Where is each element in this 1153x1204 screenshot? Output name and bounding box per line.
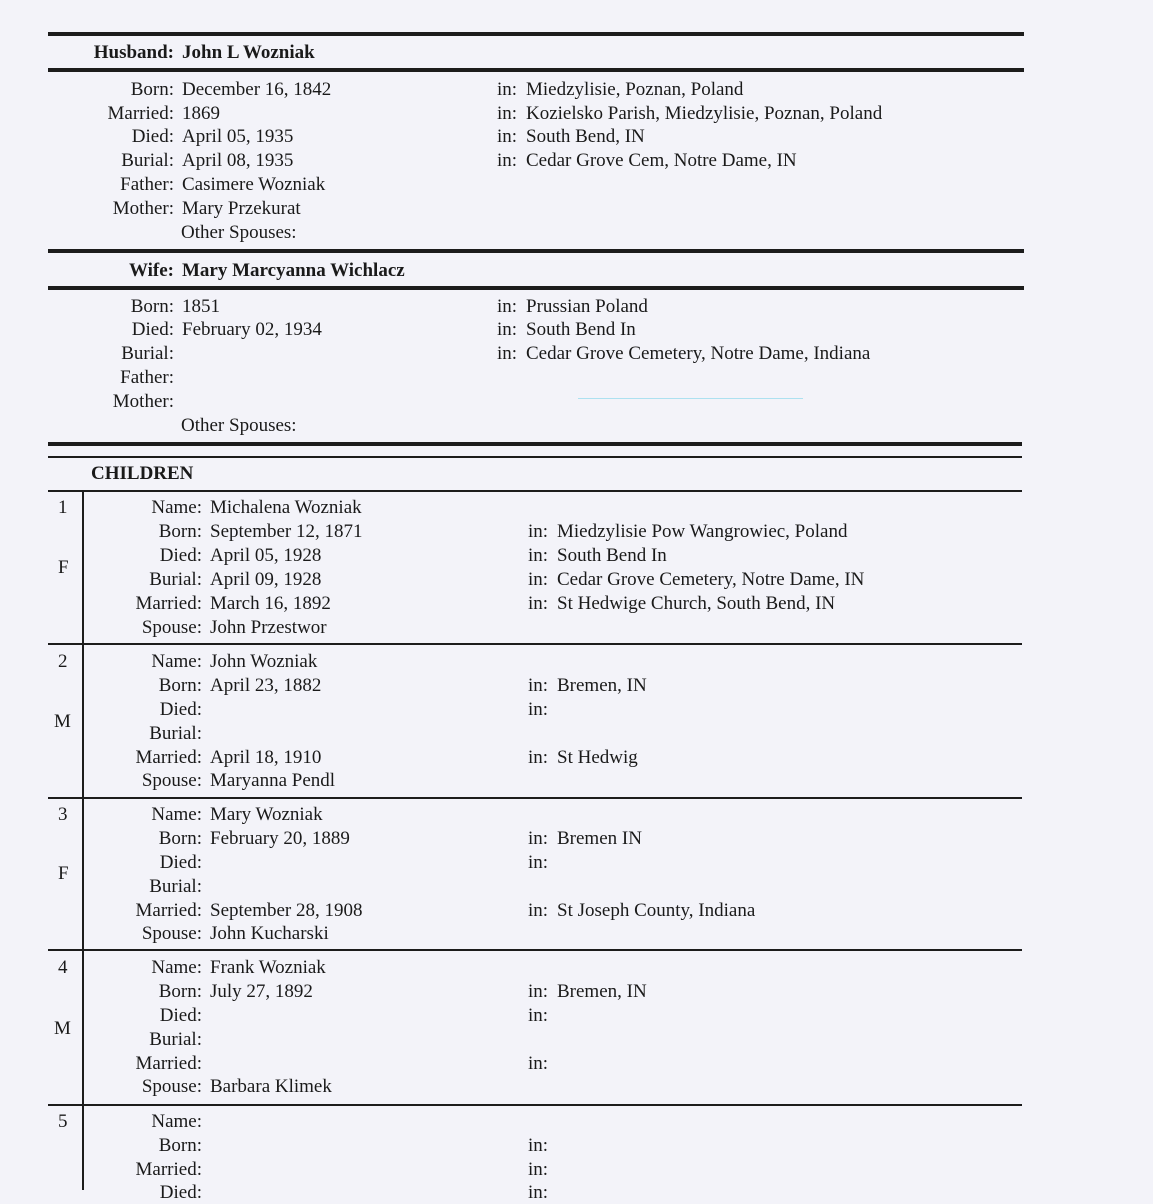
field-value: April 08, 1935 (182, 150, 294, 171)
section-rule (48, 68, 1024, 72)
in-label: in: (497, 79, 518, 100)
scan-mark (578, 398, 803, 399)
field-label: Name: (151, 804, 202, 825)
field-value: April 05, 1935 (182, 126, 294, 147)
husband-title-label: Husband: (93, 42, 174, 63)
field-label: Born: (130, 296, 174, 317)
field-label: Burial: (149, 723, 202, 744)
field-value: John Kucharski (210, 923, 329, 944)
field-value: February 20, 1889 (210, 828, 350, 849)
field-label: Mother: (112, 391, 174, 412)
field-label: Married: (135, 747, 202, 768)
field-label: Died: (159, 852, 202, 873)
field-label: Name: (151, 651, 202, 672)
field-label: Father: (120, 367, 174, 388)
child-sex: M (54, 1018, 71, 1039)
field-label: Married: (135, 1053, 202, 1074)
field-label: Born: (158, 828, 202, 849)
in-label: in: (528, 900, 549, 921)
child-separator (48, 643, 1022, 645)
section-rule (48, 442, 1022, 446)
field-value: Casimere Wozniak (182, 174, 326, 195)
field-label: Burial: (121, 343, 174, 364)
place-value: Bremen, IN (557, 675, 647, 696)
field-label: Died: (131, 126, 174, 147)
child-sex: M (54, 711, 71, 732)
field-label: Married: (107, 103, 174, 124)
field-value: John Przestwor (210, 617, 327, 638)
place-value: Cedar Grove Cem, Notre Dame, IN (526, 150, 797, 171)
place-value: Bremen IN (557, 828, 642, 849)
child-number: 1 (58, 497, 68, 518)
husband-name: John L Wozniak (182, 42, 315, 63)
field-label: Burial: (149, 1029, 202, 1050)
child-number: 3 (58, 804, 68, 825)
in-label: in: (528, 828, 549, 849)
place-value: Miedzylisie, Poznan, Poland (526, 79, 744, 100)
child-number: 4 (58, 957, 68, 978)
in-label: in: (528, 593, 549, 614)
place-value: Prussian Poland (526, 296, 648, 317)
child-sex: F (58, 863, 69, 884)
field-label: Burial: (149, 569, 202, 590)
place-value: South Bend, IN (526, 126, 645, 147)
place-value: Kozielsko Parish, Miedzylisie, Poznan, Poland (526, 103, 883, 124)
field-value: Barbara Klimek (210, 1076, 332, 1097)
in-label: in: (528, 747, 549, 768)
field-label: Died: (159, 1182, 202, 1203)
field-value: March 16, 1892 (210, 593, 331, 614)
field-label: Died: (131, 319, 174, 340)
field-value: April 05, 1928 (210, 545, 322, 566)
section-rule (48, 286, 1024, 290)
field-value: Michalena Wozniak (210, 497, 362, 518)
in-label: in: (528, 545, 549, 566)
in-label: in: (528, 1053, 549, 1074)
in-label: in: (497, 319, 518, 340)
place-value: St Hedwig (557, 747, 638, 768)
place-value: South Bend In (526, 319, 636, 340)
field-label: Married: (135, 1159, 202, 1180)
field-value: 1869 (182, 103, 220, 124)
field-value: Frank Wozniak (210, 957, 326, 978)
field-label: Spouse: (141, 923, 202, 944)
field-label: Spouse: (141, 617, 202, 638)
in-label: in: (497, 296, 518, 317)
field-value: Mary Wozniak (210, 804, 323, 825)
place-value: Bremen, IN (557, 981, 647, 1002)
field-value: April 18, 1910 (210, 747, 322, 768)
field-value: John Wozniak (210, 651, 318, 672)
in-label: in: (497, 126, 518, 147)
section-rule (48, 249, 1024, 253)
in-label: in: (528, 1159, 549, 1180)
field-value: April 09, 1928 (210, 569, 322, 590)
in-label: in: (528, 675, 549, 696)
field-label: Born: (130, 79, 174, 100)
section-rule (48, 32, 1024, 36)
field-label: Name: (151, 1111, 202, 1132)
field-value: 1851 (182, 296, 220, 317)
in-label: in: (528, 1135, 549, 1156)
field-label: Died: (159, 545, 202, 566)
field-label: Born: (158, 521, 202, 542)
field-label: Died: (159, 1005, 202, 1026)
field-value: Mary Przekurat (182, 198, 301, 219)
child-separator (48, 1104, 1022, 1106)
place-value: Cedar Grove Cemetery, Notre Dame, Indiana (526, 343, 871, 364)
wife-other-spouses-label: Other Spouses: (181, 415, 297, 436)
field-label: Died: (159, 699, 202, 720)
field-label: Spouse: (141, 1076, 202, 1097)
field-label: Married: (135, 593, 202, 614)
in-label: in: (528, 981, 549, 1002)
field-label: Father: (120, 174, 174, 195)
field-label: Born: (158, 1135, 202, 1156)
child-number: 2 (58, 651, 68, 672)
child-sex: F (58, 557, 69, 578)
field-label: Name: (151, 497, 202, 518)
husband-other-spouses-label: Other Spouses: (181, 222, 297, 243)
in-label: in: (528, 569, 549, 590)
place-value: South Bend In (557, 545, 667, 566)
children-heading: CHILDREN (91, 463, 194, 484)
in-label: in: (528, 1005, 549, 1026)
field-value: September 28, 1908 (210, 900, 363, 921)
child-number: 5 (58, 1111, 68, 1132)
in-label: in: (528, 699, 549, 720)
field-value: April 23, 1882 (210, 675, 322, 696)
field-label: Name: (151, 957, 202, 978)
field-value: December 16, 1842 (182, 79, 332, 100)
place-value: St Hedwige Church, South Bend, IN (557, 593, 836, 614)
field-label: Born: (158, 675, 202, 696)
field-label: Spouse: (141, 770, 202, 791)
in-label: in: (528, 1182, 549, 1203)
in-label: in: (497, 103, 518, 124)
child-separator (48, 949, 1022, 951)
place-value: Miedzylisie Pow Wangrowiec, Poland (557, 521, 848, 542)
field-value: September 12, 1871 (210, 521, 363, 542)
field-label: Mother: (112, 198, 174, 219)
field-value: July 27, 1892 (210, 981, 313, 1002)
wife-name: Mary Marcyanna Wichlacz (182, 260, 405, 281)
field-value: February 02, 1934 (182, 319, 322, 340)
field-label: Born: (158, 981, 202, 1002)
section-rule (48, 490, 1022, 492)
field-label: Married: (135, 900, 202, 921)
in-label: in: (528, 852, 549, 873)
in-label: in: (528, 521, 549, 542)
in-label: in: (497, 150, 518, 171)
field-value: Maryanna Pendl (210, 770, 336, 791)
child-separator (48, 797, 1022, 799)
field-label: Burial: (149, 876, 202, 897)
place-value: St Joseph County, Indiana (557, 900, 756, 921)
in-label: in: (497, 343, 518, 364)
section-rule (48, 456, 1022, 458)
place-value: Cedar Grove Cemetery, Notre Dame, IN (557, 569, 865, 590)
wife-title-label: Wife: (128, 260, 174, 281)
field-label: Burial: (121, 150, 174, 171)
